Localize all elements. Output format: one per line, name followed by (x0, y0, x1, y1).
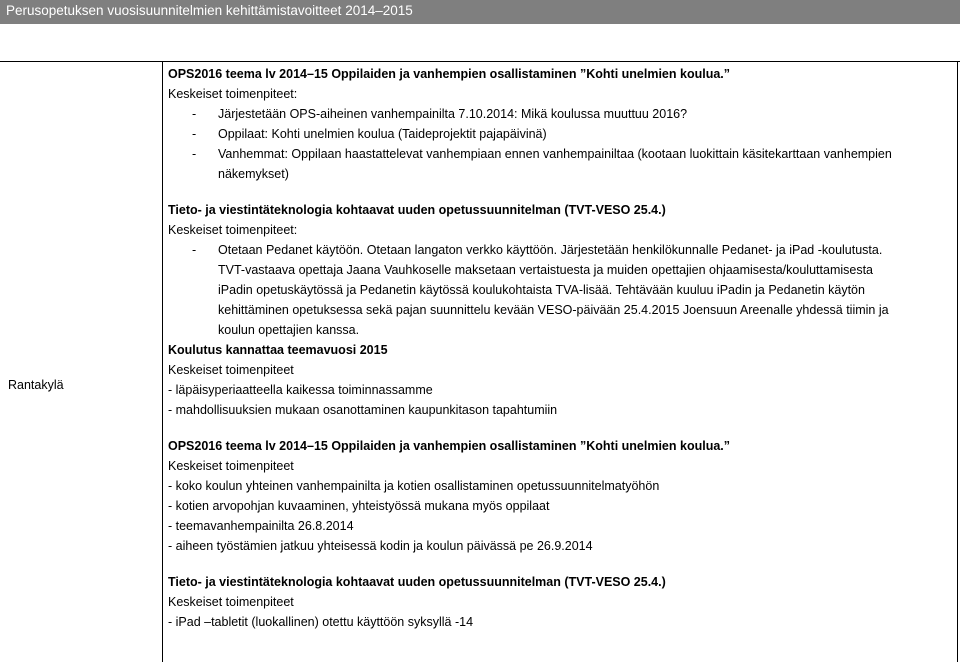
section-heading: OPS2016 teema lv 2014–15 Oppilaiden ja vanhempien osallistaminen ”Kohti unelmien koulua.” (168, 439, 730, 453)
list-item: - Vanhemmat: Oppilaan haastattelevat vanhempiaan ennen vanhempainiltaa (kootaan luokittain käsitekarttaan vanhempien (192, 147, 892, 161)
section-label: Keskeiset toimenpiteet: (168, 223, 298, 237)
list-item-continuation: iPadin opetuskäytössä ja Pedanetin käytössä koulukohtaista TVA-lisää. Tehtävään kuuluu iPadin ja Pedanetin käytön (218, 283, 865, 297)
section-koulutus (168, 340, 952, 420)
section-heading: OPS2016 teema lv 2014–15 Oppilaiden ja vanhempien osallistaminen ”Kohti unelmien koulua.” (168, 67, 730, 81)
list-item: - mahdollisuuksien mukaan osanottaminen kaupunkitason tapahtumiin (168, 403, 558, 417)
section-tvt-2 (168, 572, 952, 632)
section-ops2016-1 (168, 64, 952, 184)
plan-table (0, 61, 960, 662)
list-item-continuation: näkemykset) (218, 167, 289, 181)
list-item: - kotien arvopohjan kuvaaminen, yhteistyössä mukana myös oppilaat (168, 499, 550, 513)
list-item-continuation: kehittäminen opetuksessa sekä pajan suunnittelu kevään VESO-päivään 25.4.2015 Joensuun Areenalle yhdessä tiimin ja (218, 303, 889, 317)
content-cell (168, 64, 952, 632)
list-item: - Otetaan Pedanet käytöön. Otetaan langaton verkko käyttöön. Järjestetään henkilökunnalle Pedanet- ja iPad -koulutusta. (192, 243, 883, 257)
table-right-border (957, 62, 958, 662)
column-divider (162, 62, 163, 662)
list-item: - Oppilaat: Kohti unelmien koulua (Taideprojektit pajapäivinä) (192, 127, 547, 141)
list-item: - läpäisyperiaatteella kaikessa toiminnassamme (168, 383, 433, 397)
section-heading: Tieto- ja viestintäteknologia kohtaavat uuden opetussuunnitelman (TVT-VESO 25.4.) (168, 575, 666, 589)
section-label: Keskeiset toimenpiteet: (168, 87, 298, 101)
page-header-title: Perusopetuksen vuosisuunnitelmien kehittämistavoitteet 2014–2015 (6, 3, 413, 18)
list-item-continuation: TVT-vastaava opettaja Jaana Vauhkoselle maksetaan vertaistuesta ja muiden opettajien ohjaamisesta/kouluttamisesta (218, 263, 874, 277)
list-item: - koko koulun yhteinen vanhempainilta ja kotien osallistaminen opetussuunnitelmatyöhön (168, 479, 660, 493)
school-name: Rantakylä (8, 378, 64, 392)
list-item: - Järjestetään OPS-aiheinen vanhempainilta 7.10.2014: Mikä koulussa muuttuu 2016? (192, 107, 688, 121)
section-heading: Tieto- ja viestintäteknologia kohtaavat uuden opetussuunnitelman (TVT-VESO 25.4.) (168, 203, 666, 217)
section-ops2016-2 (168, 436, 952, 556)
section-label: Keskeiset toimenpiteet (168, 459, 294, 473)
list-item: - iPad –tabletit (luokallinen) otettu käyttöön syksyllä -14 (168, 615, 474, 629)
list-item-continuation: koulun opettajien kanssa. (218, 323, 360, 337)
page-header (0, 0, 960, 24)
list-item: - aiheen työstämien jatkuu yhteisessä kodin ja koulun päivässä pe 26.9.2014 (168, 539, 593, 553)
section-label: Keskeiset toimenpiteet (168, 363, 294, 377)
section-label: Keskeiset toimenpiteet (168, 595, 294, 609)
section-tvt-1 (168, 200, 952, 340)
section-heading: Koulutus kannattaa teemavuosi 2015 (168, 343, 388, 357)
list-item: - teemavanhempainilta 26.8.2014 (168, 519, 354, 533)
